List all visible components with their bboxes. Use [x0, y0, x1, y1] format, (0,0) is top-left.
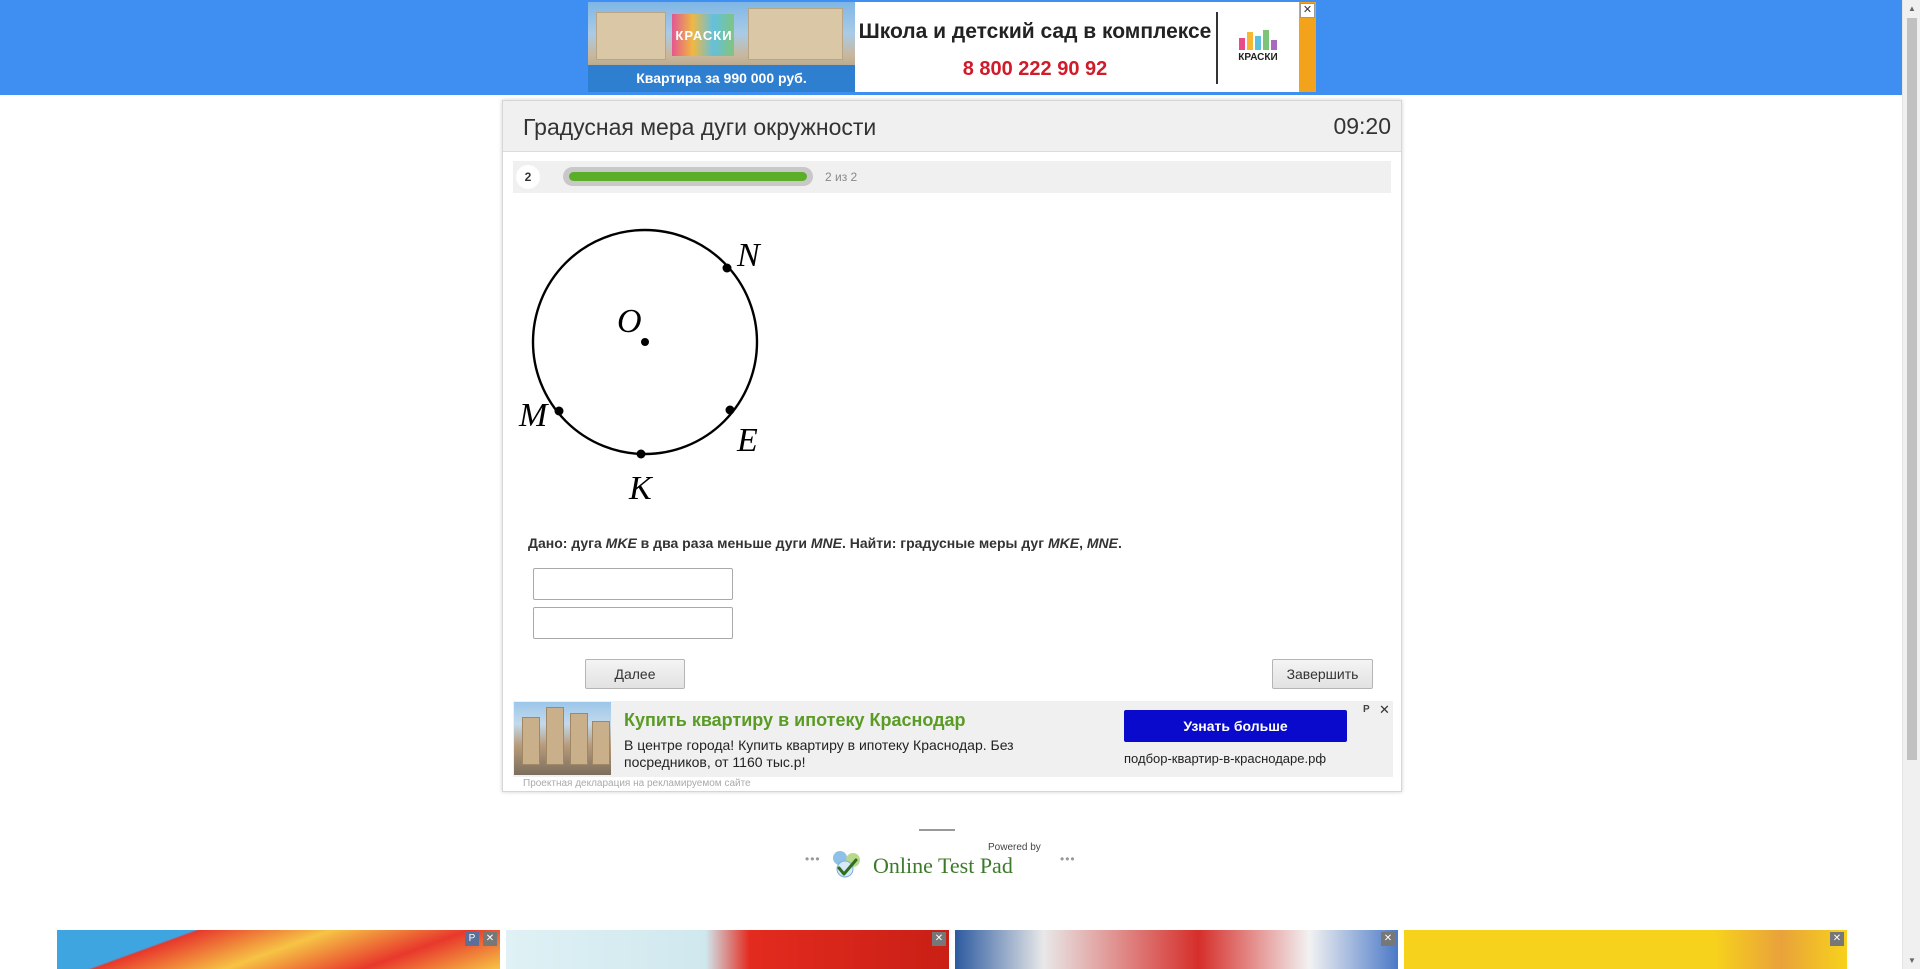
learn-more-button[interactable]: Узнать больше: [1124, 710, 1347, 742]
footer-dots-right: •••: [1060, 852, 1076, 866]
answer-input-1[interactable]: [533, 568, 733, 600]
progress-row: [513, 161, 1391, 193]
online-test-pad-name: Online Test Pad: [873, 853, 1013, 878]
top-ad-strip-text: Квартира за 990 000 руб.: [588, 65, 855, 92]
scroll-down-icon[interactable]: ▼: [1908, 956, 1916, 965]
top-ad-logo-icon: [1228, 30, 1288, 50]
progress-bar-fill: [569, 172, 807, 181]
inline-ad-title[interactable]: Купить квартиру в ипотеку Краснодар: [624, 710, 966, 730]
point-e: [726, 406, 735, 415]
top-ad-banner[interactable]: [588, 2, 1316, 92]
top-ad-brand: КРАСКИ: [675, 28, 733, 43]
answer-input-2[interactable]: [533, 607, 733, 639]
scrollbar-thumb[interactable]: [1907, 18, 1917, 760]
footer-divider: [919, 829, 955, 831]
top-ad-logo: [1228, 30, 1288, 70]
label-e: E: [737, 422, 758, 459]
label-m: M: [519, 397, 548, 434]
next-button[interactable]: Далее: [585, 659, 685, 689]
bottom-ad-2[interactable]: [506, 930, 949, 969]
powered-by-text: Powered by: [988, 842, 1041, 853]
point-k: [637, 450, 646, 459]
bottom-ad-4[interactable]: [1404, 930, 1847, 969]
inline-ad-close-icon[interactable]: ✕: [1379, 702, 1390, 717]
point-m: [555, 407, 564, 416]
top-ad-logo-text: КРАСКИ: [1238, 52, 1278, 63]
bottom-ad-close-icon[interactable]: ✕: [1381, 932, 1395, 946]
test-panel: [502, 100, 1402, 792]
powered-by-logo[interactable]: [805, 840, 1075, 880]
bottom-ad-close-icon[interactable]: ✕: [483, 932, 497, 946]
inline-ad-domain[interactable]: подбор-квартир-в-краснодаре.рф: [1124, 751, 1327, 766]
bottom-ad-close-icon[interactable]: ✕: [1830, 932, 1844, 946]
center-point: [641, 338, 649, 346]
top-ad-photo: [588, 2, 855, 92]
top-ad-headline: Школа и детский сад в комплексе: [858, 20, 1212, 43]
label-n: N: [737, 237, 760, 274]
progress-bar: [563, 167, 813, 186]
ad-marker-icon: Р: [1363, 704, 1370, 715]
question-number-badge: 2: [516, 165, 540, 189]
top-ad-phone: 8 800 222 90 92: [962, 58, 1108, 80]
bottom-ad-1[interactable]: [57, 930, 500, 969]
bottom-ads-row: [57, 930, 1847, 969]
ad-declaration[interactable]: Проектная декларация на рекламируемом сайте: [523, 778, 751, 789]
test-header: [503, 101, 1401, 152]
online-test-pad-icon: [830, 848, 864, 880]
bottom-ad-close-icon[interactable]: ✕: [932, 932, 946, 946]
label-k: K: [629, 470, 652, 507]
label-o: O: [617, 303, 642, 340]
top-ad-close-icon[interactable]: ✕: [1300, 3, 1315, 18]
question-text: Дано: дуга MKE в два раза меньше дуги MNE. Найти: градусные меры дуг MKE, MNE.: [528, 535, 1122, 551]
circle-figure: [519, 226, 813, 526]
test-timer: 09:20: [1333, 113, 1391, 139]
inline-ad[interactable]: [513, 701, 1393, 777]
inline-ad-description: В центре города! Купить квартиру в ипотеку Краснодар. Без посредников, от 1160 тыс.р!: [624, 737, 1014, 770]
finish-button[interactable]: Завершить: [1272, 659, 1373, 689]
bottom-ad-3[interactable]: [955, 930, 1398, 969]
point-n: [723, 264, 732, 273]
test-title: Градусная мера дуги окружности: [523, 114, 877, 140]
progress-text: 2 из 2: [825, 170, 858, 184]
top-ad-divider: [1216, 12, 1218, 84]
inline-ad-photo: [514, 702, 611, 775]
ad-marker-icon: Р: [465, 932, 479, 946]
top-banner-bar: [0, 0, 1902, 95]
footer-dots-left: •••: [805, 852, 821, 866]
page-scrollbar[interactable]: [1902, 0, 1920, 969]
scroll-up-icon[interactable]: ▲: [1908, 4, 1916, 13]
